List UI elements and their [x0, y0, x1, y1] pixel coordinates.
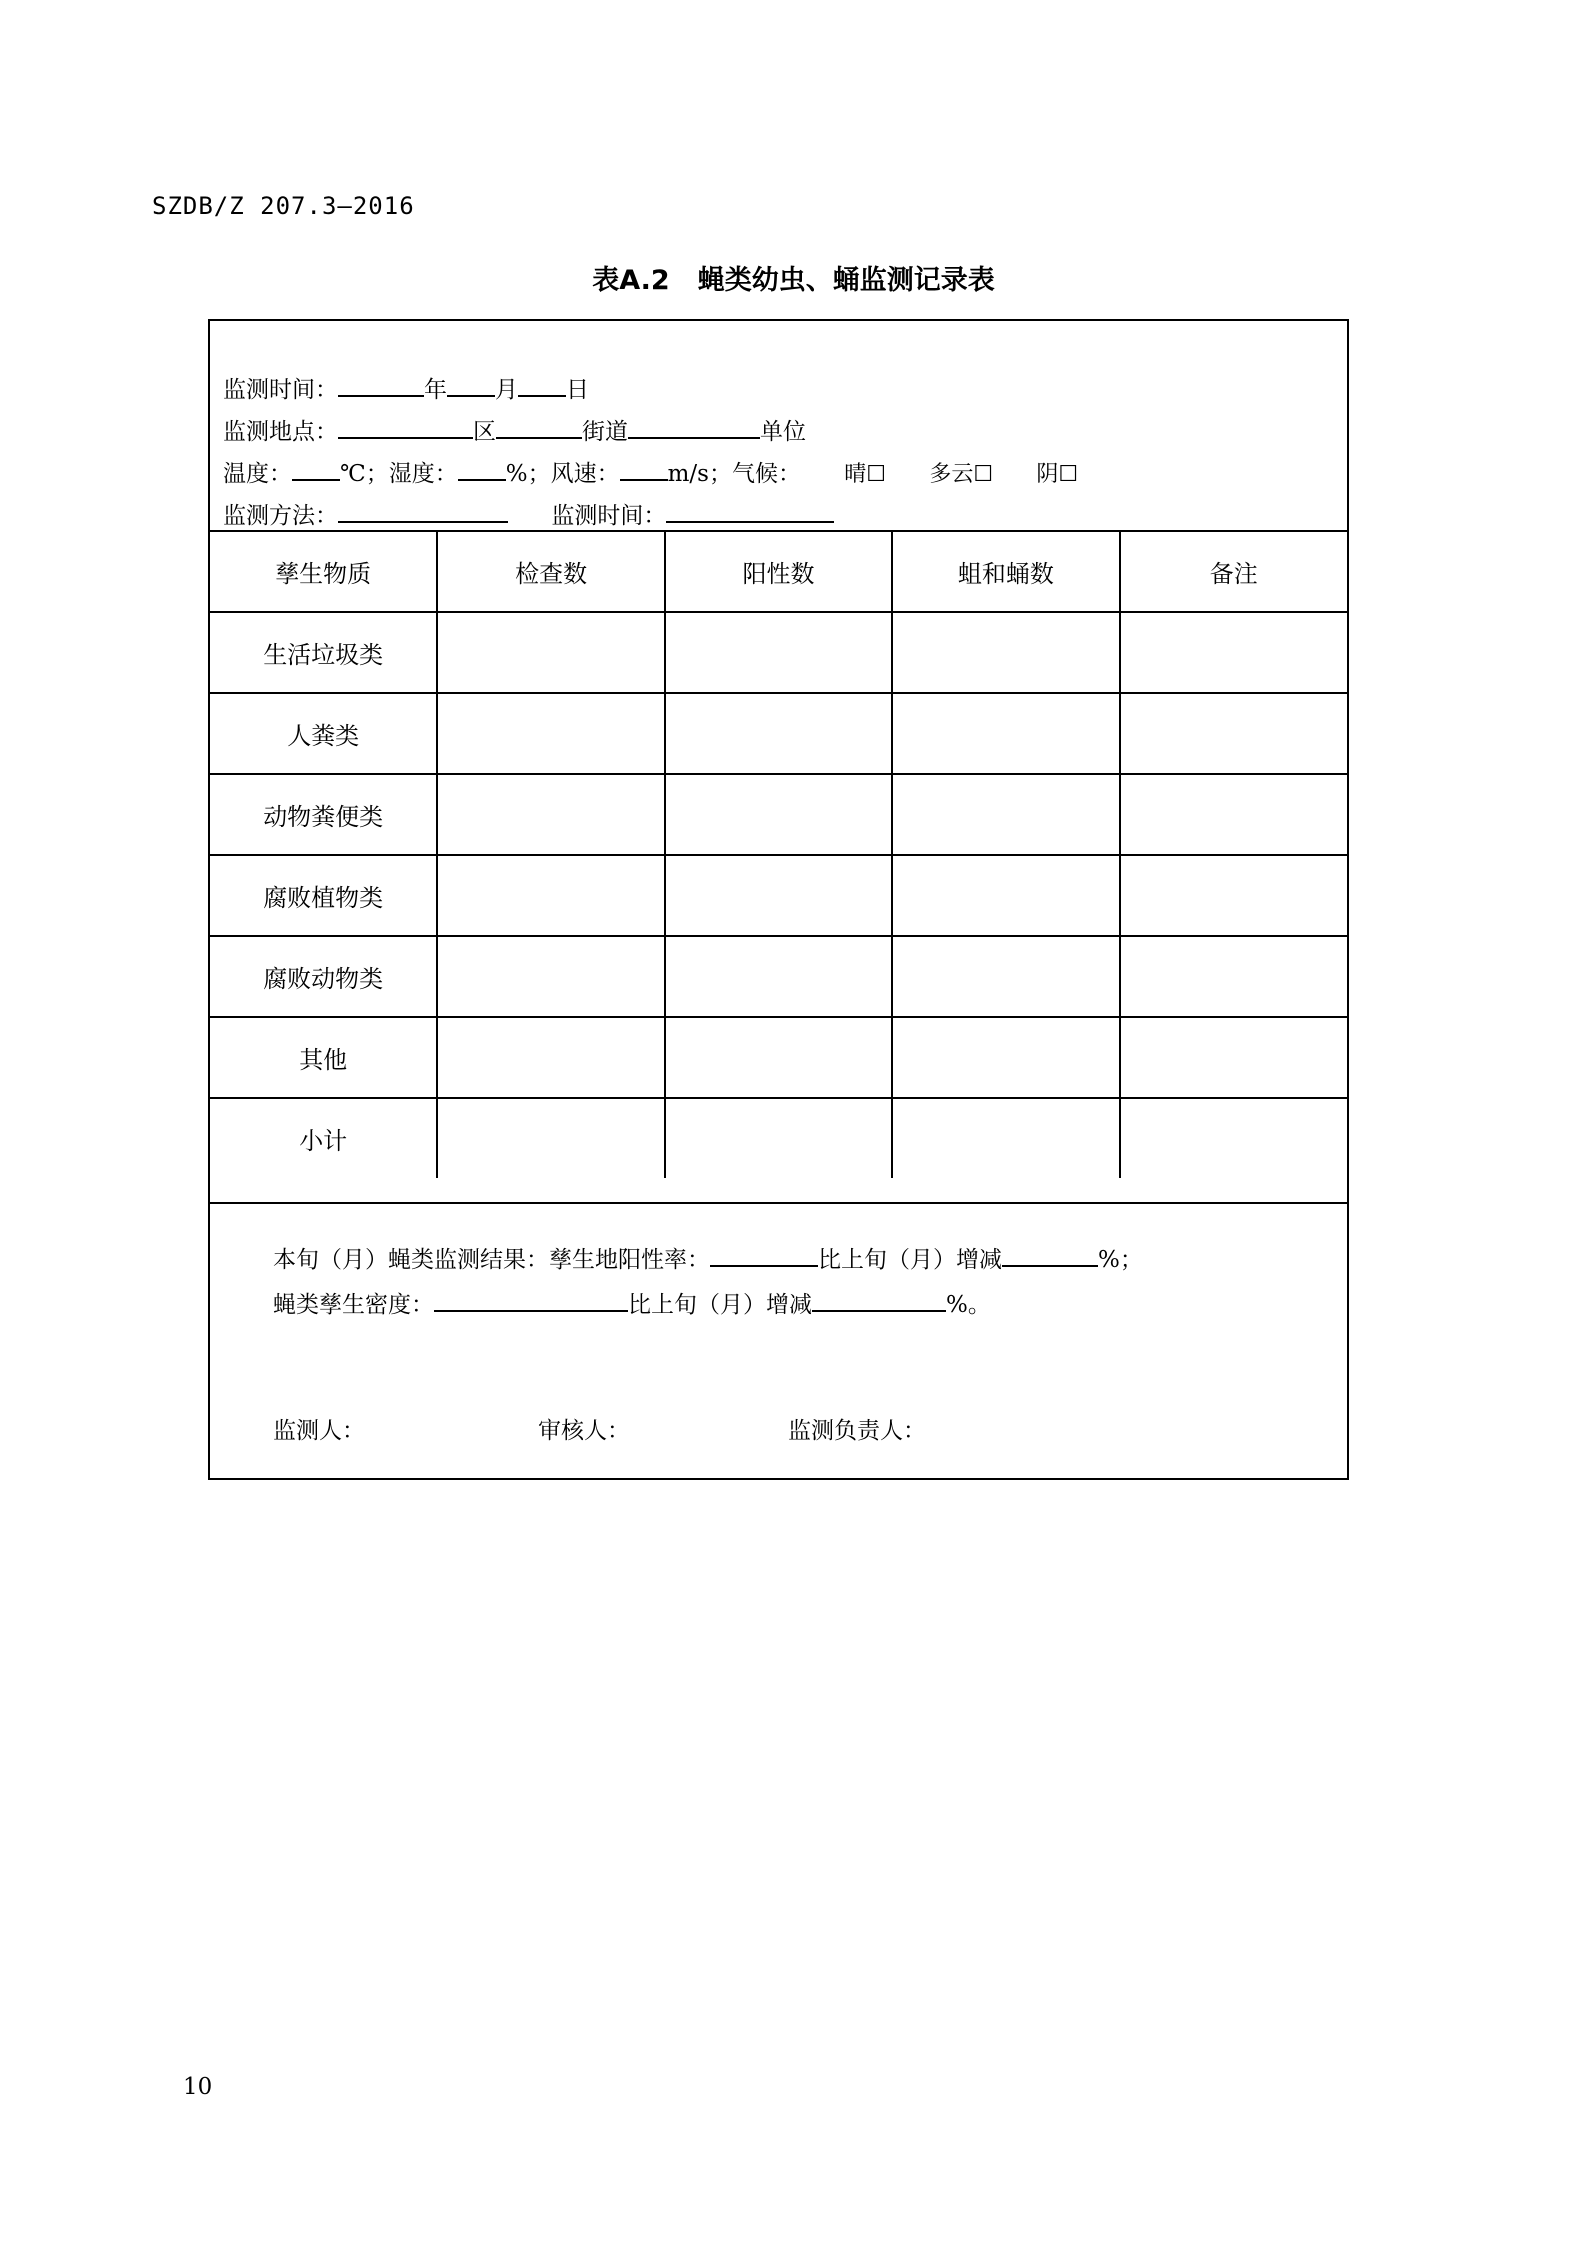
cell[interactable] — [1120, 936, 1347, 1017]
cell[interactable] — [437, 612, 664, 693]
cell[interactable] — [665, 1017, 892, 1098]
weather-sunny-checkbox[interactable]: 晴☐ — [844, 462, 887, 487]
location-label: 监测地点： — [223, 419, 338, 445]
cell[interactable] — [892, 774, 1119, 855]
date-label: 监测时间： — [223, 377, 338, 403]
table-row — [210, 1017, 1347, 1098]
density-label: 蝇类孳生密度： — [273, 1292, 434, 1318]
cell[interactable] — [665, 693, 892, 774]
district-field[interactable] — [496, 415, 582, 439]
cell[interactable] — [892, 855, 1119, 936]
positive-rate-field[interactable] — [710, 1243, 818, 1267]
row-label: 小计 — [210, 1098, 437, 1178]
month-label: 月 — [495, 377, 518, 403]
row-label: 腐败植物类 — [210, 855, 437, 936]
day-label: 日 — [566, 377, 589, 403]
result-label: 本旬（月）蝇类监测结果：孳生地阳性率： — [273, 1247, 710, 1273]
cell[interactable] — [437, 1098, 664, 1178]
cell[interactable] — [665, 774, 892, 855]
cell[interactable] — [1120, 693, 1347, 774]
wind-field[interactable] — [620, 457, 668, 481]
humidity-label: ℃；湿度： — [340, 461, 458, 487]
date-line — [223, 371, 589, 404]
year-label: 年 — [424, 377, 447, 403]
table-row — [210, 855, 1347, 936]
table-caption — [0, 258, 1587, 297]
unit-label: 单位 — [760, 419, 806, 445]
change-field-1[interactable] — [1002, 1243, 1098, 1267]
method-label: 监测方法： — [223, 503, 338, 529]
table-row — [210, 774, 1347, 855]
col-header: 备注 — [1120, 531, 1347, 612]
method-field[interactable] — [338, 499, 508, 523]
table-row — [210, 612, 1347, 693]
cell[interactable] — [437, 936, 664, 1017]
page-number: 10 — [183, 2074, 213, 2100]
temp-field[interactable] — [292, 457, 340, 481]
climate-label: m/s；气候： — [667, 461, 801, 487]
table-row — [210, 693, 1347, 774]
records-table — [210, 530, 1347, 1178]
percent-label-1: %； — [1098, 1247, 1143, 1273]
cell[interactable] — [1120, 855, 1347, 936]
table-header-row — [210, 531, 1347, 612]
form-header — [210, 321, 1347, 532]
cell[interactable] — [437, 774, 664, 855]
cell[interactable] — [892, 1017, 1119, 1098]
cell[interactable] — [665, 855, 892, 936]
row-label: 其他 — [210, 1017, 437, 1098]
cell[interactable] — [437, 1017, 664, 1098]
temp-label: 温度： — [223, 461, 292, 487]
weather-cloudy-checkbox[interactable]: 多云☐ — [929, 462, 994, 487]
standard-code: SZDB/Z 207.3—2016 — [152, 192, 415, 220]
col-header: 检查数 — [437, 531, 664, 612]
density-line — [273, 1286, 991, 1319]
location-field[interactable] — [338, 415, 473, 439]
wind-label: %；风速： — [505, 461, 620, 487]
reviewer-label: 审核人： — [538, 1418, 630, 1444]
cell[interactable] — [665, 936, 892, 1017]
time-label: 监测时间： — [551, 503, 667, 529]
weather-overcast-checkbox[interactable]: 阴☐ — [1036, 462, 1079, 487]
cell[interactable] — [665, 612, 892, 693]
cell[interactable] — [1120, 1017, 1347, 1098]
time-field[interactable] — [666, 499, 834, 523]
cell[interactable] — [437, 693, 664, 774]
month-field[interactable] — [447, 373, 495, 397]
record-form — [208, 319, 1349, 1480]
cell[interactable] — [1120, 612, 1347, 693]
form-footer — [210, 1202, 1347, 1478]
col-header: 孳生物质 — [210, 531, 437, 612]
cell[interactable] — [665, 1098, 892, 1178]
method-line — [223, 497, 834, 530]
compare-label-2: 比上旬（月）增减 — [628, 1292, 812, 1318]
cell[interactable] — [892, 1098, 1119, 1178]
row-label: 动物粪便类 — [210, 774, 437, 855]
cell[interactable] — [892, 936, 1119, 1017]
density-field[interactable] — [434, 1288, 628, 1312]
change-field-2[interactable] — [812, 1288, 946, 1312]
cell[interactable] — [892, 612, 1119, 693]
street-field[interactable] — [628, 415, 760, 439]
monitor-label: 监测人： — [273, 1418, 365, 1444]
col-header: 蛆和蛹数 — [892, 531, 1119, 612]
supervisor-label: 监测负责人： — [788, 1418, 926, 1444]
cell[interactable] — [1120, 774, 1347, 855]
table-row — [210, 1098, 1347, 1178]
row-label: 腐败动物类 — [210, 936, 437, 1017]
cell[interactable] — [437, 855, 664, 936]
weather-line — [223, 455, 1078, 488]
humidity-field[interactable] — [458, 457, 506, 481]
percent-label-2: %。 — [946, 1292, 991, 1318]
result-line — [273, 1241, 1143, 1274]
table-title: 蝇类幼虫、蛹监测记录表 — [697, 265, 995, 296]
compare-label-1: 比上旬（月）增减 — [818, 1247, 1002, 1273]
street-label: 街道 — [582, 419, 628, 445]
table-number: 表A.2 — [592, 265, 670, 296]
col-header: 阳性数 — [665, 531, 892, 612]
location-line — [223, 413, 806, 446]
district-label: 区 — [473, 419, 496, 445]
row-label: 人粪类 — [210, 693, 437, 774]
day-field[interactable] — [518, 373, 566, 397]
table-row — [210, 936, 1347, 1017]
row-label: 生活垃圾类 — [210, 612, 437, 693]
year-field[interactable] — [338, 373, 424, 397]
cell[interactable] — [892, 693, 1119, 774]
cell[interactable] — [1120, 1098, 1347, 1178]
